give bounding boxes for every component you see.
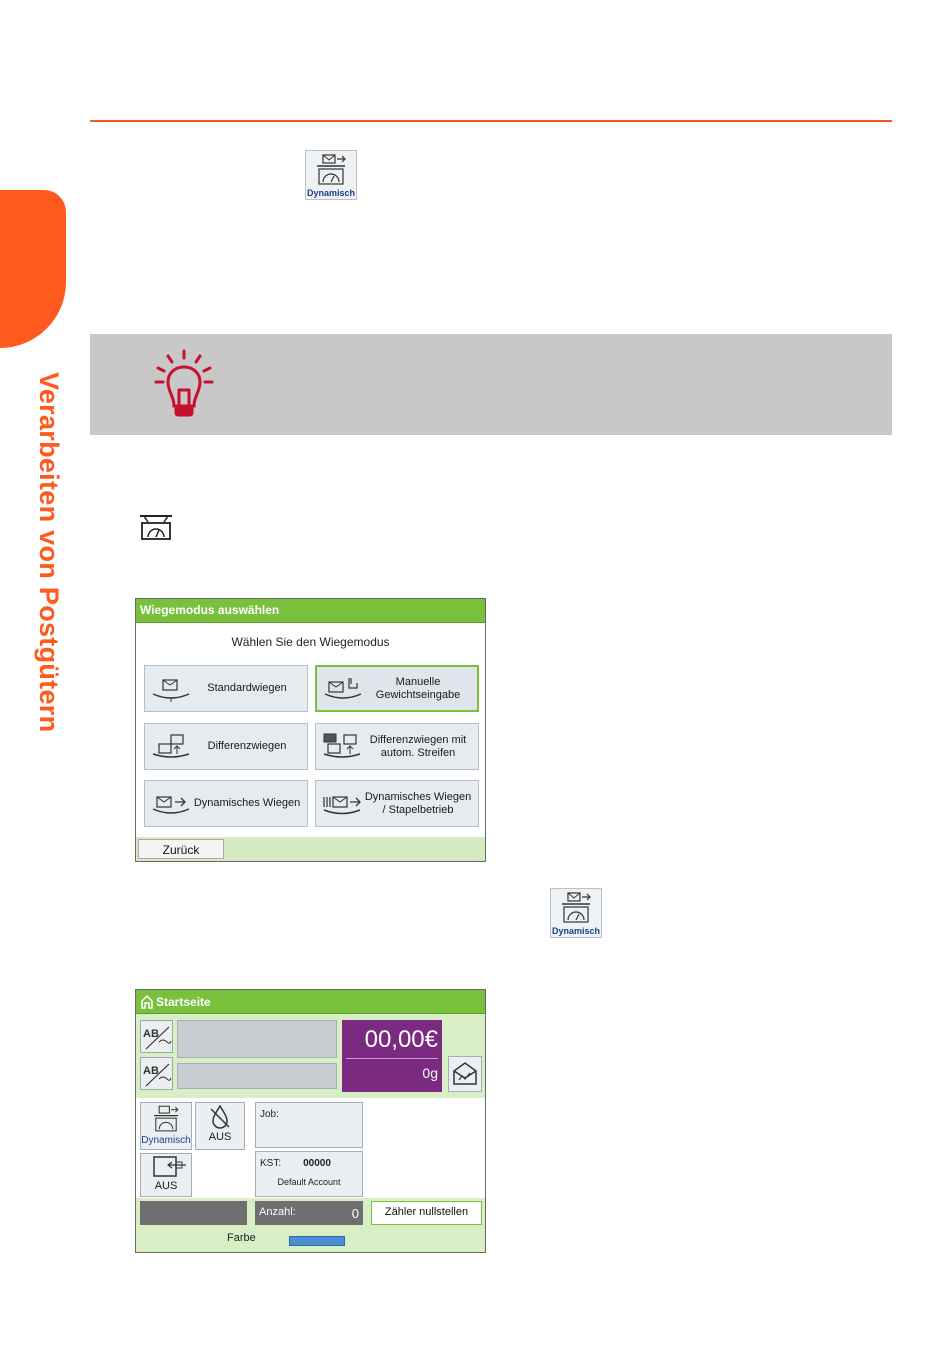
amount-value: 00,00€ (364, 1026, 438, 1053)
job-label: Job: (260, 1109, 279, 1120)
dynamic-scale-icon (149, 1103, 183, 1135)
dynamic-scale-icon (311, 153, 351, 187)
header-rule (90, 120, 892, 122)
ink-level-bar (289, 1236, 345, 1246)
svg-text:AB: AB (143, 1028, 159, 1040)
screen-footer (136, 837, 485, 861)
kst-value: 00000 (303, 1158, 331, 1169)
dynamisch-icon-label: Dynamisch (551, 926, 601, 936)
manual-weight-button[interactable] (315, 665, 479, 712)
count-label: Anzahl: (259, 1206, 296, 1218)
abc-icon (142, 1061, 172, 1088)
differential-weighing-icon (149, 732, 193, 762)
reset-counter-button[interactable]: Zähler nullstellen (371, 1201, 482, 1225)
differential-tape-icon (320, 732, 364, 762)
button-label: Dynamisches Wiegen / Stapelbetrieb (364, 790, 472, 816)
ink-drop-off-icon (207, 1103, 233, 1131)
feeder-icon (144, 1154, 188, 1180)
button-label: Standardwiegen (207, 682, 287, 694)
lightbulb-icon (154, 348, 214, 418)
dynamisch-icon-2 (550, 888, 602, 938)
postage-display (342, 1020, 442, 1092)
ad-field[interactable] (177, 1063, 337, 1089)
abc-icon (142, 1024, 172, 1051)
dynamisch-label: Dynamisch (141, 1135, 191, 1146)
kst-row (260, 1158, 358, 1169)
scale-letter-icon (149, 674, 193, 704)
text-edit-icon[interactable] (140, 1020, 173, 1053)
dynamisch-icon-label: Dynamisch (306, 188, 356, 198)
kst-label: KST: (260, 1158, 282, 1169)
feeder-label: AUS (154, 1180, 178, 1192)
counter-field (255, 1201, 363, 1225)
differential-weighing-button[interactable] (144, 723, 308, 770)
chapter-tab (0, 190, 66, 348)
tip-box (90, 334, 892, 435)
text-edit-icon-2[interactable] (140, 1057, 173, 1090)
count-value: 0 (351, 1206, 359, 1221)
weight-value: 0g (422, 1065, 438, 1081)
screen-subtitle: Wählen Sie den Wiegemodus (231, 635, 390, 649)
envelope-button[interactable] (448, 1056, 482, 1092)
farbe-label: Farbe (227, 1232, 256, 1244)
envelope-icon (449, 1057, 481, 1089)
dynamic-weighing-icon (149, 789, 193, 819)
ink-button[interactable] (195, 1102, 245, 1150)
dynamisch-button[interactable] (140, 1102, 192, 1150)
account-name: Default Account (277, 1177, 341, 1187)
dynamisch-icon (305, 150, 357, 200)
dynamic-batch-icon (320, 789, 364, 819)
ink-label: AUS (208, 1131, 232, 1143)
screen-header: Wiegemodus auswählen (136, 599, 485, 623)
dynamic-batch-button[interactable] (315, 780, 479, 827)
weighing-mode-screen (135, 598, 486, 862)
screen-title: Startseite (156, 994, 211, 1009)
dynamic-scale-icon (556, 891, 596, 925)
status-bar (140, 1201, 247, 1225)
button-label: Manuelle Gewichtseingabe (375, 675, 461, 701)
text-message-field[interactable] (177, 1020, 337, 1058)
home-icon (140, 995, 154, 1009)
manual-weight-icon (321, 674, 365, 704)
scale-icon (138, 513, 174, 541)
button-label: Dynamisches Wiegen (193, 797, 301, 809)
svg-text:AB: AB (143, 1065, 159, 1077)
chapter-title: Verarbeiten von Postgütern (34, 372, 64, 733)
dynamic-weighing-button[interactable] (144, 780, 308, 827)
job-field[interactable] (255, 1102, 363, 1148)
feeder-button[interactable] (140, 1153, 192, 1197)
standard-weighing-button[interactable] (144, 665, 308, 712)
differential-tape-button[interactable] (315, 723, 479, 770)
button-label: Differenzwiegen mit autom. Streifen (369, 733, 467, 759)
home-screen (135, 989, 486, 1253)
account-field[interactable] (255, 1151, 363, 1197)
screen-header (136, 990, 485, 1014)
button-label: Differenzwiegen (207, 740, 287, 752)
back-button[interactable]: Zurück (138, 839, 224, 859)
